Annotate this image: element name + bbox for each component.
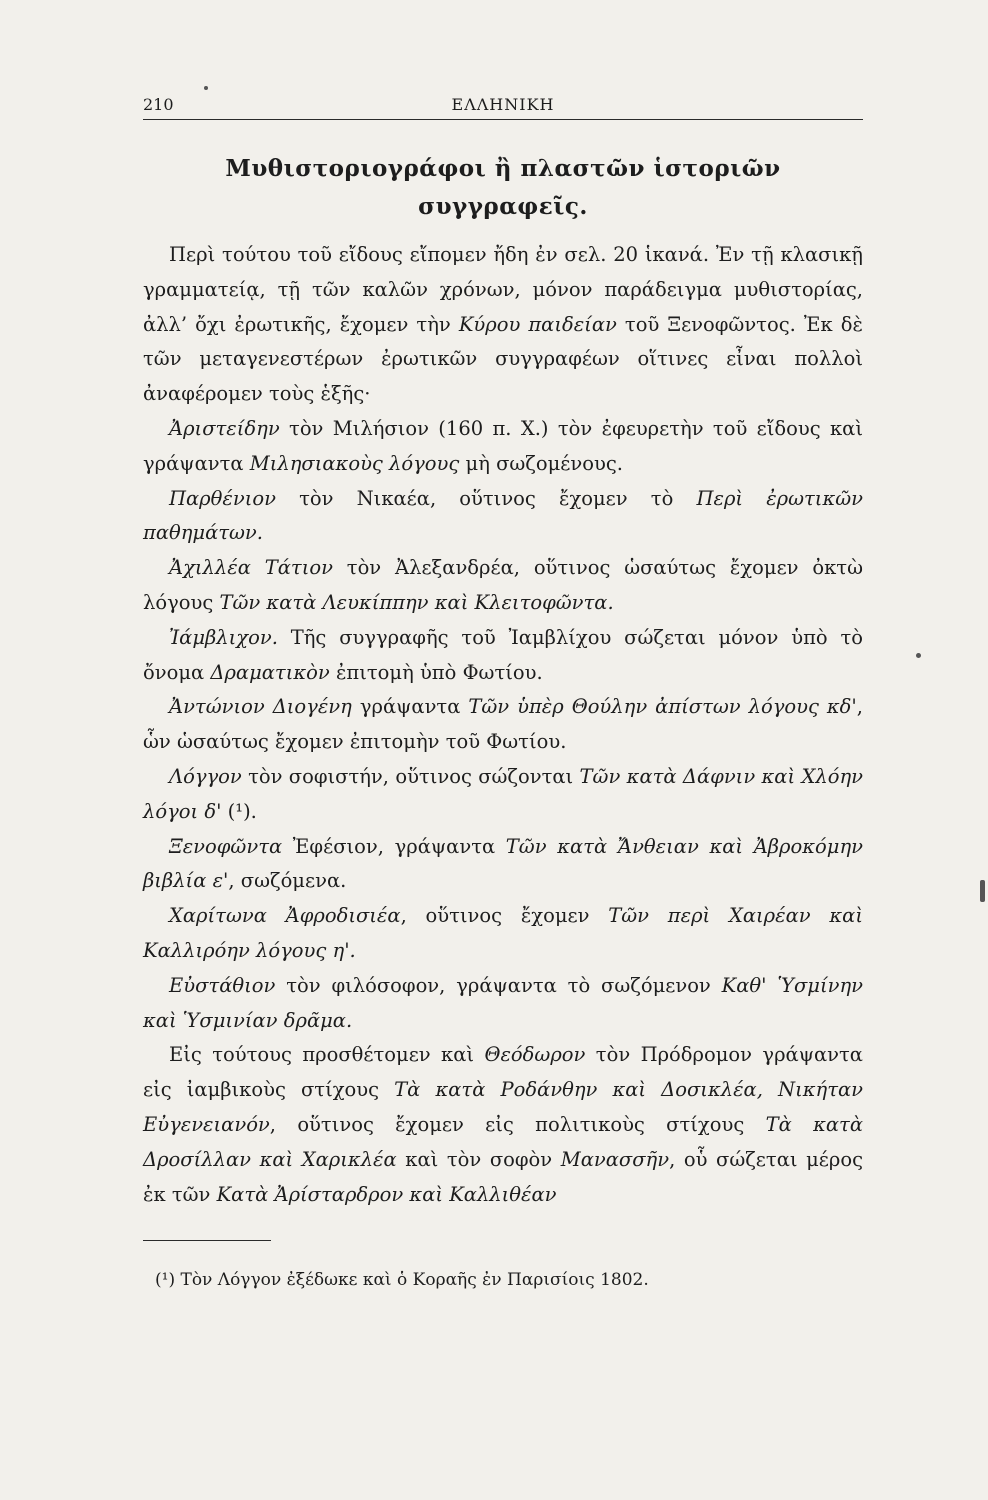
paragraph xyxy=(143,830,863,900)
italic-text: Δραματικὸν xyxy=(210,660,330,684)
italic-text: Τῶν κατὰ Λευκίππην καὶ Κλειτοφῶντα. xyxy=(219,590,614,614)
text-run: , ὧν ὡσαύτως ἔχομεν ἐπιτομὴν τοῦ Φωτίου. xyxy=(143,695,863,754)
paragraph xyxy=(143,238,863,412)
italic-text: Ἀχιλλέα Τάτιον xyxy=(169,556,333,580)
italic-text: Τῶν κατὰ Ἄνθειαν καὶ Ἀβροκόμην βιβλία ε' xyxy=(143,834,863,893)
running-head xyxy=(143,95,863,120)
italic-text: Καθ' Ὑσμίνην καὶ Ὑσμινίαν δρᾶμα. xyxy=(143,973,863,1032)
footnote-rule xyxy=(143,1240,271,1241)
italic-text: Χαρίτωνα Ἀφροδισιέα xyxy=(169,904,401,928)
text-run: Περὶ τούτου τοῦ εἴδους εἴπομεν ἤδη ἐν σελ. 20 ἱκανά. Ἐν τῇ κλασικῇ γραμματείᾳ, τῇ τῶν καλῶν χρόνων, μόνον παράδειγμα μυθιστορίας, ἀλλ’ ὄχι ἐρωτικῆς, ἔχομεν τὴν xyxy=(143,243,863,336)
italic-text: Ξενοφῶντα xyxy=(169,834,283,858)
italic-text: Μιλησιακοὺς λόγους xyxy=(249,451,460,475)
italic-text: Ἀριστείδην xyxy=(169,416,280,440)
text-run: μὴ σωζομένους. xyxy=(459,451,623,475)
italic-text: Τῶν ὑπὲρ Θούλην ἀπίστων λόγους κδ' xyxy=(468,695,857,719)
text-run: τὸν φιλόσοφον, γράψαντα τὸ σωζόμενον xyxy=(275,973,722,997)
text-run: Εἰς τούτους προσθέτομεν καὶ xyxy=(169,1043,485,1067)
page-number: 210 xyxy=(143,95,174,114)
section-title xyxy=(143,150,863,226)
italic-text: Λόγγον xyxy=(169,764,242,788)
paragraph xyxy=(143,1038,863,1212)
paragraph xyxy=(143,969,863,1039)
italic-text: Τῶν περὶ Χαιρέαν καὶ Καλλιρόην λόγους η'. xyxy=(143,904,863,962)
text-run: , σωζόμενα. xyxy=(228,869,347,893)
text-run: τὸν Νικαέα, οὕτινος ἔχομεν τὸ xyxy=(275,486,697,510)
text-run: γράψαντα xyxy=(351,695,469,719)
book-page xyxy=(143,0,863,1500)
text-run: , οὕτινος ἔχομεν xyxy=(400,904,609,928)
footnote: (¹) Τὸν Λόγγον ἐξέδωκε καὶ ὁ Κοραῆς ἐν Παρισίοις 1802. xyxy=(155,1270,649,1290)
text-run: (¹). xyxy=(221,799,257,823)
journal-title: ΕΛΛΗΝΙΚΗ xyxy=(451,95,555,114)
text-run: , οὗ σώζεται μέρος ἐκ τῶν xyxy=(143,1147,863,1206)
text-run: τοῦ Ξενοφῶντος. Ἐκ δὲ τῶν μεταγενεστέρων ἐρωτικῶν συγγραφέων οἵτινες εἶναι πολλοὶ ἀναφέρομεν τοὺς ἑξῆς· xyxy=(143,312,863,406)
text-run: τὸν σοφιστήν, οὕτινος σώζονται xyxy=(241,764,580,788)
paragraph xyxy=(143,412,863,482)
text-run: Ἐφέσιον, γράψαντα xyxy=(282,834,506,858)
italic-text: Κατὰ Ἀρίσταρδρον καὶ Καλλιθέαν xyxy=(216,1182,557,1206)
ink-speck xyxy=(204,86,208,90)
italic-text: Ἰάμβλιχον. xyxy=(169,625,278,649)
section-title-line-2: συγγραφεῖς. xyxy=(418,193,588,220)
italic-text: Εὐστάθιον xyxy=(169,973,276,997)
italic-text: Κύρου παιδείαν xyxy=(458,312,617,336)
body-text xyxy=(143,238,863,1212)
italic-text: Τῶν κατὰ Δάφνιν καὶ Χλόην λόγοι δ' xyxy=(143,764,863,823)
paragraph xyxy=(143,690,863,760)
italic-text: Μανασσῆν xyxy=(560,1147,670,1171)
ink-speck xyxy=(916,653,921,658)
italic-text: Περὶ ἐρωτικῶν παθημάτων. xyxy=(143,486,863,545)
page-edge-mark xyxy=(980,880,985,902)
section-title-line-1: Μυθιστοριογράφοι ἢ πλαστῶν ἱστοριῶν xyxy=(225,155,781,182)
paragraph xyxy=(143,621,863,691)
text-run: τὸν Πρόδρομον γράψαντα εἰς ἰαμβικοὺς στίχους xyxy=(143,1043,863,1102)
italic-text: Τὰ κατὰ Ροδάνθην καὶ Δοσικλέα, Νικήταν Εὐγενειανόν xyxy=(143,1078,864,1136)
paragraph xyxy=(143,551,863,621)
text-run: καὶ τὸν σοφὸν xyxy=(396,1147,561,1171)
text-run: ἐπιτομὴ ὑπὸ Φωτίου. xyxy=(329,660,543,684)
italic-text: Παρθένιον xyxy=(169,486,276,510)
italic-text: Τὰ κατὰ Δροσίλλαν καὶ Χαρικλέα xyxy=(143,1112,863,1171)
text-run: Τῆς συγγραφῆς τοῦ Ἰαμβλίχου σώζεται μόνον ὑπὸ τὸ ὄνομα xyxy=(143,625,863,684)
text-run: τὸν Μιλήσιον (160 π. Χ.) τὸν ἐφευρετὴν τοῦ εἴδους καὶ γράψαντα xyxy=(143,416,863,475)
paragraph xyxy=(143,760,863,830)
italic-text: Ἀντώνιον Διογένη xyxy=(169,695,352,719)
paragraph xyxy=(143,482,863,552)
italic-text: Θεόδωρον xyxy=(484,1043,586,1067)
paragraph xyxy=(143,899,863,969)
text-run: τὸν Ἀλεξανδρέα, οὕτινος ὡσαύτως ἔχομεν ὀκτὼ λόγους xyxy=(143,556,863,614)
text-run: , οὕτινος ἔχομεν εἰς πολιτικοὺς στίχους xyxy=(269,1112,766,1136)
